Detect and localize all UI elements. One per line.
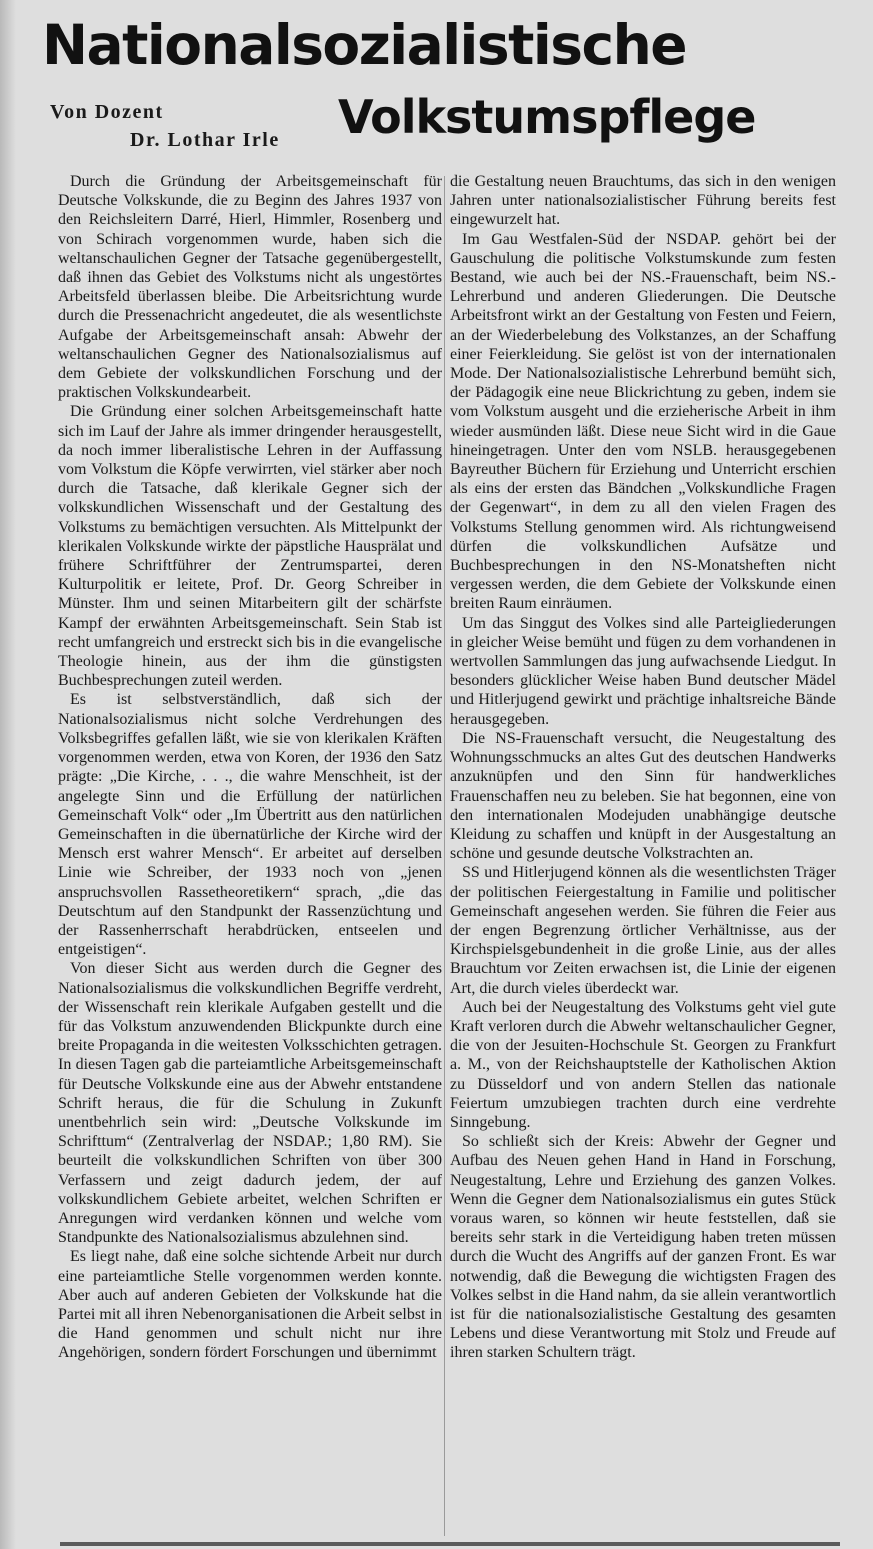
paragraph: Es ist selbstverständlich, daß sich der Nationalsozialismus nicht solche Verdrehungen des Volksbegriffes gefallen läßt, wie sie von klerikalen Kräften vorgenommen werden, etwa von Koren, der 1936 den Satz prägte: „Die Kirche, . . ., die wahre Menschheit, ist der angelegte Sinn und die Erfüllung der natürlichen Gemeinschaft Volk“ oder „Im Übertritt aus den natürlichen Gemeinschaften in die übernatürliche der Kirche wird der Mensch erst wahrer Mensch“. Er arbeitet auf derselben Linie wie Schreiber, der 1933 noch von „jenen anspruchsvollen Rassetheoretikern“ sprach, „die das Deutschtum auf den Standpunkt der Rassenzüchtung und der Rassenherrschaft herabdrücken, entseelen und entgeistigen“. <box>58 691 442 959</box>
paragraph: Von dieser Sicht aus werden durch die Gegner des Nationalsozialismus die volkskundlichen Begriffe verdreht, der Wissenschaft rein klerikale Aufgaben gestellt und die für das Volkstum anzuwendenden Blickpunkte durch eine breite Propaganda in die weitesten Volksschichten getragen. In diesen Tagen gab die parteiamtliche Arbeitsgemeinschaft für Deutsche Volkskunde eine aus der Abwehr entstandene Schrift heraus, die für die Schulung in Zukunft unentbehrlich sein wird: „Deutsche Volkskunde im Schrifttum“ (Zentralverlag der NSDAP.; 1,80 RM). Sie beurteilt die volkskundlichen Schriften von über 300 Verfassern und zeigt dadurch jedem, der auf volkskundlichem Gebiete arbeitet, welchen Schriften er Anregungen wird verdanken können und welche vom Standpunkte des Nationalsozialismus abzulehnen sind. <box>58 960 442 1247</box>
scan-edge-shadow <box>0 0 16 1549</box>
paragraph: die Gestaltung neuen Brauchtums, das sich in den wenigen Jahren unter nationalsozialistischer Führung bereits fest eingewurzelt hat. <box>450 173 836 229</box>
text-column-left <box>58 172 442 1542</box>
article-headline: Nationalsozialistische <box>42 13 687 77</box>
paragraph: Es liegt nahe, daß eine solche sichtende Arbeit nur durch eine parteiamtliche Stelle vorgenommen werden konnte. Aber auch auf anderen Gebieten der Volkskunde hat die Partei mit all ihren Nebenorganisationen die Arbeit selbst in die Hand genommen und schult nicht nur ihre Angehörigen, sondern fördert Forschungen und übernimmt <box>58 1248 442 1362</box>
paragraph: So schließt sich der Kreis: Abwehr der Gegner und Aufbau des Neuen gehen Hand in Hand in Forschung, Neugestaltung, Lehre und Erziehung des ganzen Volkes. Wenn die Gegner dem Nationalsozialismus ein gutes Stück voraus waren, so können wir heute feststellen, daß sie bereits sehr stark in die Verteidigung haben treten müssen durch die Wucht des Angriffs auf der ganzen Front. Es war notwendig, daß die Bewegung die wichtigsten Fragen des Volkes selbst in die Hand nahm, da sie allein verantwortlich ist für die nationalsozialistische Gestaltung des gesamten Lebens und diese Verantwortung mit Stolz und Freude auf ihren starken Schultern trägt. <box>450 1133 836 1362</box>
paragraph: Die NS-Frauenschaft versucht, die Neugestaltung des Wohnungsschmucks an altes Gut des deutschen Handwerks anzuknüpfen und den Sinn für handwerkliches Frauenschaffen neu zu beleben. Sie hat begonnen, eine von den internationalen Modejuden unabhängige deutsche Kleidung zu schaffen und knüpft in der Ausgestaltung an schöne und gesunde deutsche Volkstrachten an. <box>450 729 836 863</box>
byline-title: Von Dozent <box>50 101 164 123</box>
paragraph: Durch die Gründung der Arbeitsgemeinschaft für Deutsche Volkskunde, die zu Beginn des Jahres 1937 von den Reichsleitern Darré, Hierl, Himmler, Rosenberg und von Schirach vorgenommen wurde, haben sich die weltanschaulichen Gegner der Tatsache gegenübergestellt, daß ihnen das Gebiet des Volkstums nicht als ungestörtes Arbeitsfeld überlassen bleibe. Die Arbeitsrichtung wurde durch die Pressenachricht angedeutet, die als wesentlichste Aufgabe der Arbeitsgemeinschaft ansah: Abwehr der weltanschaulichen Gegner des Nationalsozialismus auf dem Gebiete der volkskundlichen Forschung und der praktischen Volkskundearbeit. <box>58 173 442 402</box>
paragraph: SS und Hitlerjugend können als die wesentlichsten Träger der politischen Feiergestaltung in Familie und politischer Gemeinschaft angesehen werden. Sie führen die Feier aus der engen Begrenzung örtlicher Verhältnisse, aus der Kirchspielsgebundenheit in die große Linie, aus der alles Brauchtum vor Zeiten erwachsen ist, die Linie der eigenen Art, die durch vieles überdeckt war. <box>450 864 836 997</box>
text-column-right <box>450 172 836 1542</box>
byline-author: Dr. Lothar Irle <box>130 129 280 151</box>
paragraph: Um das Singgut des Volkes sind alle Parteigliederungen in gleicher Weise bemüht und fügen zu dem vorhandenen in wertvollen Sammlungen das jung aufwachsende Liedgut. In besonders glücklicher Weise haben Bund deutscher Mädel und Hitlerjugend gewirkt und prächtige inhaltsreiche Bände herausgegeben. <box>450 614 836 728</box>
column-divider <box>444 176 445 1536</box>
paragraph: Auch bei der Neugestaltung des Volkstums geht viel gute Kraft verloren durch die Abwehr weltanschaulicher Gegner, die von der Jesuiten-Hochschule St. Georgen zu Frankfurt a. M., von der Reichshauptstelle der Katholischen Aktion zu Düsseldorf und von andern Stellen das nationale Feiertum umzubiegen trachten durch eine verdrehte Sinngebung. <box>450 998 836 1131</box>
article-subheadline: Volkstumspflege <box>338 90 756 144</box>
bottom-rule <box>60 1542 840 1546</box>
paragraph: Im Gau Westfalen-Süd der NSDAP. gehört bei der Gauschulung die politische Volkstumskunde zum festen Bestand, wie auch bei der NS.-Frauenschaft, beim NS.-Lehrerbund und anderen Gliederungen. Die Deutsche Arbeitsfront wirkt an der Gestaltung von Festen und Feiern, an der Wiederbelebung des Volkstanzes, an der Schaffung einer Feierkleidung. Sie gelöst ist von der internationalen Mode. Der Nationalsozialistische Lehrerbund bemüht sich, der Pädagogik eine neue Blickrichtung zu geben, indem sie vom Volkstum ausgeht und die erzieherische Arbeit in ihm wieder ausmünden läßt. Diese neue Sicht wird in die Gaue hineingetragen. Unter den vom NSLB. herausgegebenen Bayreuther Büchern für Erziehung und Unterricht erschien als eins der ersten das Bändchen „Volkskundliche Fragen der Gegenwart“, in dem zu all den vielen Fragen des Volkstums Stellung genommen wird. Als richtungweisend dürfen die volkskundlichen Aufsätze und Buchbesprechungen in den NS-Monatsheften nicht vergessen werden, die dem Gebiete der Volkskunde einen breiten Raum einräumen. <box>450 230 836 613</box>
paragraph: Die Gründung einer solchen Arbeitsgemeinschaft hatte sich im Lauf der Jahre als immer dringender herausgestellt, da noch immer liberalistische Lehren in der Auffassung vom Volkstum die Köpfe verwirrten, viel stärker aber noch durch die Tatsache, daß klerikale Gegner sich der volkskundlichen Wissenschaft und der Gestaltung des Volkstums zu bemächtigen versuchten. Als Mittelpunkt der klerikalen Volkskunde wirkte der päpstliche Hausprälat und frühere Schriftführer der Zentrumspartei, deren Kulturpolitik er leitete, Prof. Dr. Georg Schreiber in Münster. Ihm und seinen Mitarbeitern gilt der schärfste Kampf der erwähnten Arbeitsgemeinschaft. Sein Stab ist recht umfangreich und erstreckt sich bis in die evangelische Theologie hinein, aus der ihm die günstigsten Buchbesprechungen zuteil werden. <box>58 403 442 690</box>
